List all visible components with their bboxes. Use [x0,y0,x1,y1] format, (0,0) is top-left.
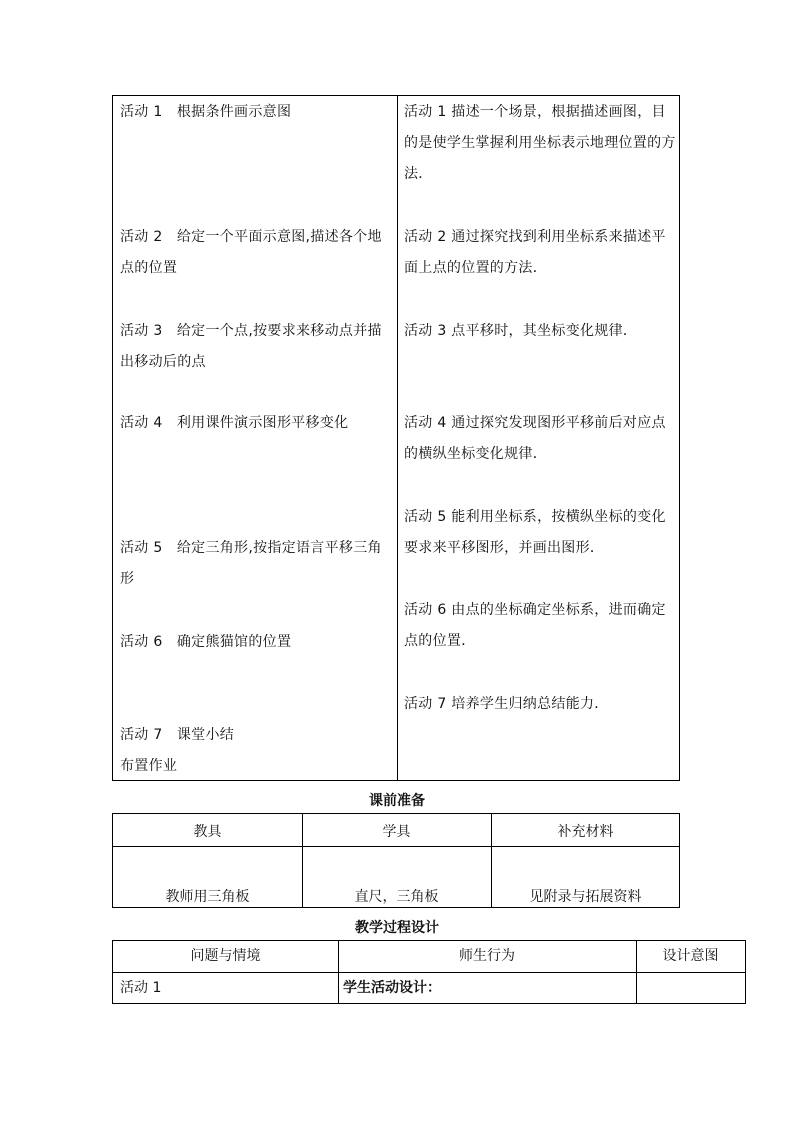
left-homework: 布置作业 [120,758,178,774]
right-activity-3: 活动 3 点平移时，其坐标变化规律． [404,323,638,339]
prep-value-materials: 见附录与拓展资料 [529,889,642,905]
right-activity-5: 活动 5 能利用坐标系，按横纵坐标的变化要求来平移图形，并画出图形． [404,509,666,556]
left-activity-6: 活动 6 确定熊猫馆的位置 [120,634,292,650]
left-activity-5: 活动 5 给定三角形,按指定语言平移三角形 [120,540,382,587]
prep-value-student-tools: 直尺，三角板 [354,889,439,905]
left-activity-1: 活动 1 根据条件画示意图 [120,104,292,120]
preparation-title: 课前准备 [369,793,425,809]
prep-value-teaching-aids: 教师用三角板 [165,889,250,905]
left-activity-2: 活动 2 给定一个平面示意图,描述各个地点的位置 [120,229,382,276]
row-divider [113,846,679,847]
activities-table [112,95,680,781]
process-row-behavior: 学生活动设计： [343,980,441,996]
column-divider [397,96,398,780]
left-activity-7: 活动 7 课堂小结 [120,727,235,743]
preparation-table [112,813,680,908]
prep-header-materials: 补充材料 [557,824,614,840]
right-activity-4: 活动 4 通过探究发现图形平移前后对应点的横纵坐标变化规律． [404,415,666,462]
right-activity-7: 活动 7 培养学生归纳总结能力． [404,696,609,712]
process-row-situation: 活动 1 [120,980,162,996]
process-header-behavior: 师生行为 [459,948,515,964]
right-activity-6: 活动 6 由点的坐标确定坐标系，进而确定点的位置． [404,602,666,649]
right-activity-2: 活动 2 通过探究找到利用坐标系来描述平面上点的位置的方法． [404,229,666,276]
process-table [112,940,746,1004]
left-activity-4: 活动 4 利用课件演示图形平移变化 [120,415,349,431]
process-title: 教学过程设计 [355,920,439,936]
process-header-situation: 问题与情境 [190,948,261,964]
prep-header-student-tools: 学具 [382,824,411,840]
prep-header-teaching-aids: 教具 [193,824,222,840]
left-activity-3: 活动 3 给定一个点,按要求来移动点并描出移动后的点 [120,323,382,370]
process-header-intent: 设计意图 [662,948,719,964]
right-activity-1: 活动 1 描述一个场景，根据描述画图，目的是使学生掌握利用坐标表示地理位置的方法． [404,104,676,182]
